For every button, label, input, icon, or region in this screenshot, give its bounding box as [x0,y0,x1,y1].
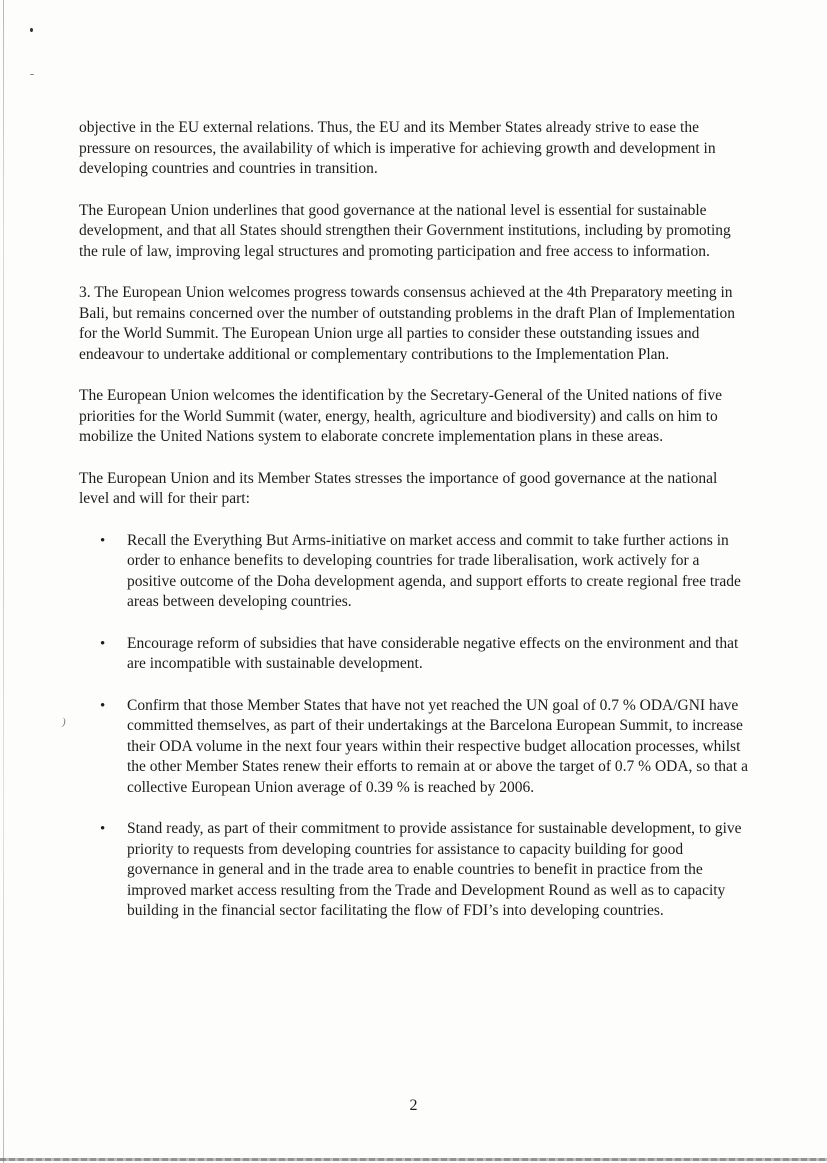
paragraph-member-states-commitments: The European Union and its Member States stresses the importance of good governance at the national level and will for their part: [79,469,718,507]
list-item [79,696,749,799]
list-item [79,634,749,675]
scan-edge-bottom [0,1158,827,1161]
scan-speck [30,74,34,75]
paragraph-five-priorities: The European Union welcomes the identification by the Secretary-General of the United nations of five priorities for the World Summit (water, energy, health, agriculture and biodiversity) and calls on him to mobilize the United Nations system to elaborate concrete implementation plans in these areas. [79,387,723,445]
scan-speck [30,28,33,32]
list-item-text: Confirm that those Member States that have not yet reached the UN goal of 0.7 % ODA/GNI have committed themselves, as part of their undertakings at the Barcelona European Summit, to increase their ODA volume in the next four years within their respective budget allocation processes, whilst the other Member States renew their efforts to remain at or above the target of 0.7 % ODA, so that a collective European Union average of 0.39 % is reached by 2006. [127,696,748,796]
paragraph-bali-preparatory-meeting: 3. The European Union welcomes progress towards consensus achieved at the 4th Preparatory meeting in Bali, but remains concerned over the number of outstanding problems in the draft Plan of Implementation for the World Summit. The European Union urge all parties to consider these outstanding issues and endeavour to undertake additional or complementary contributions to the Implementation Plan. [79,284,735,363]
list-item [79,531,749,613]
bullet-icon: • [100,635,106,652]
margin-mark: ) [62,716,66,728]
list-item-text: Stand ready, as part of their commitment to provide assistance for sustainable development, to give priority to requests from developing countries for assistance to capacity building for good governance in general and in the trade area to enable countries to benefit in practice from the improved market access resulting from the Trade and Development Round as well as to capacity building in the financial sector facilitating the flow of FDI’s into developing countries. [127,820,742,919]
bullet-icon: • [100,697,106,714]
commitments-list [79,531,749,922]
bullet-icon: • [100,821,106,837]
list-item-text: Encourage reform of subsidies that have considerable negative effects on the environment and that are incompatible with sustainable development. [127,634,739,672]
scan-edge-left [3,0,4,1163]
bullet-icon: • [100,532,106,549]
list-item-text: Recall the Everything But Arms-initiative on market access and commit to take further actions in order to enhance benefits to developing countries for trade liberalisation, work actively for a positive outcome of the Doha development agenda, and support efforts to create regional free trade areas between developing countries. [127,531,741,610]
paragraph-eu-external-relations: objective in the EU external relations. Thus, the EU and its Member States already strive to ease the pressure on resources, the availability of which is imperative for achieving growth and development in developing countries and countries in transition. [79,119,716,177]
page-number: 2 [409,1097,418,1114]
paragraph-good-governance: The European Union underlines that good governance at the national level is essential for sustainable development, and that all States should strengthen their Government institutions, including by promoting the rule of law, improving legal structures and promoting participation and free access to information. [79,201,731,260]
document-body [79,118,749,943]
list-item [79,819,749,922]
